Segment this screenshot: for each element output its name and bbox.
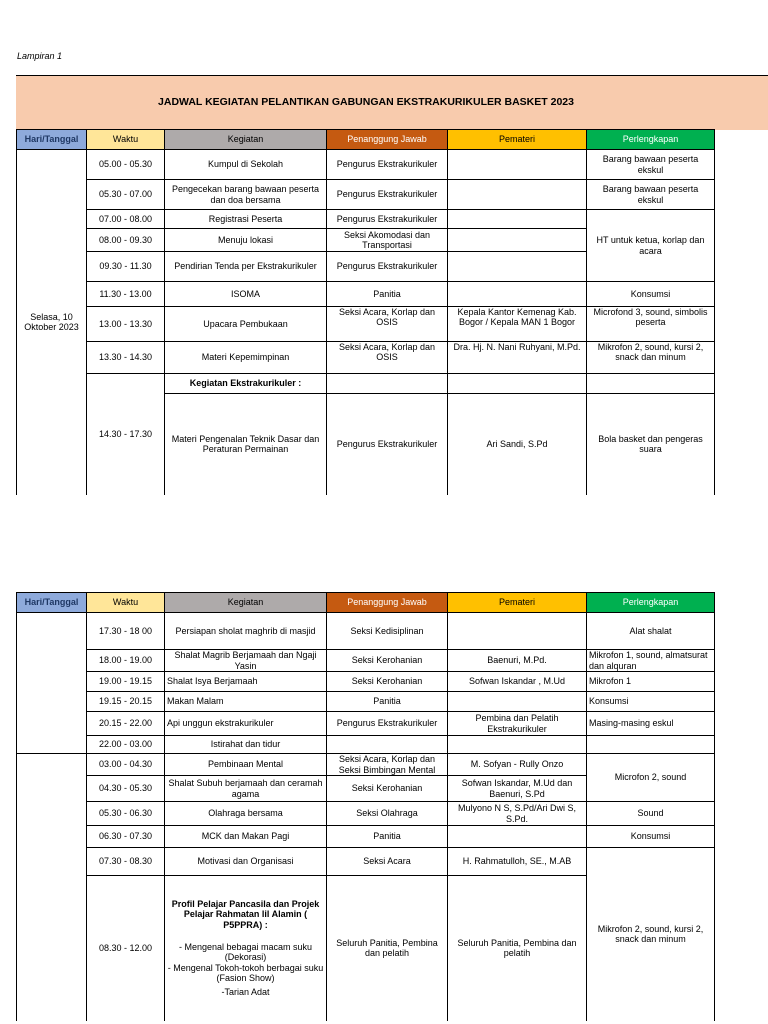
- activity-cell: Istirahat dan tidur: [165, 736, 327, 754]
- time-cell: 08.30 - 12.00: [87, 876, 165, 1021]
- equipment-cell: Mikrofon 1, sound, almatsurat dan alquran: [587, 650, 715, 672]
- speaker-cell: Sofwan Iskandar , M.Ud: [448, 672, 587, 692]
- activity-cell: Olahraga bersama: [165, 802, 327, 826]
- time-cell: 07.30 - 08.30: [87, 848, 165, 876]
- header-activity: Kegiatan: [165, 130, 327, 150]
- pic-cell: Seksi Akomodasi dan Transportasi: [327, 229, 448, 252]
- activity-cell: Api unggun ekstrakurikuler: [165, 712, 327, 736]
- speaker-cell: [448, 252, 587, 282]
- pic-cell: Seksi Acara, Korlap dan OSIS: [327, 342, 448, 374]
- header-speaker: Pemateri: [448, 130, 587, 150]
- speaker-cell: H. Rahmatulloh, SE., M.AB: [448, 848, 587, 876]
- equipment-cell: Barang bawaan peserta ekskul: [587, 150, 715, 180]
- speaker-cell: Sofwan Iskandar, M.Ud dan Baenuri, S.Pd: [448, 776, 587, 802]
- activity-cell: Pendirian Tenda per Ekstrakurikuler: [165, 252, 327, 282]
- equipment-cell: Konsumsi: [587, 826, 715, 848]
- time-cell: 04.30 - 05.30: [87, 776, 165, 802]
- speaker-cell: [448, 180, 587, 210]
- equipment-cell: Mikrofon 2, sound, kursi 2, snack dan minum: [587, 342, 715, 374]
- pic-cell: [327, 374, 448, 394]
- activity-section-heading: Kegiatan Ekstrakurikuler :: [165, 374, 327, 394]
- time-cell: 20.15 - 22.00: [87, 712, 165, 736]
- activity-cell: ISOMA: [165, 282, 327, 307]
- activity-cell: Shalat Isya Berjamaah: [165, 672, 327, 692]
- time-cell: 19.00 - 19.15: [87, 672, 165, 692]
- header-pic: Penanggung Jawab: [327, 593, 448, 613]
- time-cell: 03.00 - 04.30: [87, 754, 165, 776]
- p5ppra-item: - Mengenal bebagai macam suku (Dekorasi): [178, 941, 313, 963]
- schedule-table-day1: [16, 129, 715, 495]
- activity-cell: Materi Pengenalan Teknik Dasar dan Peraturan Permainan: [165, 394, 327, 495]
- pic-cell: Seksi Olahraga: [327, 802, 448, 826]
- pic-cell: Panitia: [327, 826, 448, 848]
- time-cell: 07.00 - 08.00: [87, 210, 165, 229]
- activity-cell-p5ppra: [165, 876, 327, 1021]
- equipment-cell: [587, 736, 715, 754]
- activity-cell: Persiapan sholat maghrib di masjid: [165, 613, 327, 650]
- speaker-cell: Pembina dan Pelatih Ekstrakurikuler: [448, 712, 587, 736]
- activity-cell: Upacara Pembukaan: [165, 307, 327, 342]
- pic-cell: Panitia: [327, 692, 448, 712]
- equipment-cell: [587, 374, 715, 394]
- equipment-cell: Masing-masing eskul: [587, 712, 715, 736]
- time-cell: 09.30 - 11.30: [87, 252, 165, 282]
- time-cell: 05.30 - 06.30: [87, 802, 165, 826]
- equipment-cell: Sound: [587, 802, 715, 826]
- activity-cell: Motivasi dan Organisasi: [165, 848, 327, 876]
- time-cell: 05.00 - 05.30: [87, 150, 165, 180]
- pic-cell: Panitia: [327, 282, 448, 307]
- speaker-cell: [448, 150, 587, 180]
- schedule-table-day2: [16, 592, 715, 1021]
- attachment-label: Lampiran 1: [17, 51, 63, 61]
- pic-cell: Seksi Kerohanian: [327, 776, 448, 802]
- speaker-cell: Dra. Hj. N. Nani Ruhyani, M.Pd.: [448, 342, 587, 374]
- time-cell: 13.00 - 13.30: [87, 307, 165, 342]
- equipment-cell: Mikrofon 2, sound, kursi 2, snack dan minum: [587, 848, 715, 1021]
- speaker-cell: [448, 692, 587, 712]
- pic-cell: Seksi Acara, Korlap dan Seksi Bimbingan Mental: [327, 754, 448, 776]
- header-activity: Kegiatan: [165, 593, 327, 613]
- activity-cell: Pengecekan barang bawaan peserta dan doa bersama: [165, 180, 327, 210]
- equipment-cell: Alat shalat: [587, 613, 715, 650]
- time-cell: 05.30 - 07.00: [87, 180, 165, 210]
- speaker-cell: Kepala Kantor Kemenag Kab. Bogor / Kepala MAN 1 Bogor: [448, 307, 587, 342]
- header-day: Hari/Tanggal: [17, 593, 87, 613]
- speaker-cell: Seluruh Panitia, Pembina dan pelatih: [448, 876, 587, 1021]
- time-cell: 08.00 - 09.30: [87, 229, 165, 252]
- header-time: Waktu: [87, 593, 165, 613]
- pic-cell: Seksi Acara: [327, 848, 448, 876]
- equipment-cell-merged: Microfon 2, sound: [587, 754, 715, 802]
- activity-cell: Registrasi Peserta: [165, 210, 327, 229]
- header-equipment: Perlengkapan: [587, 130, 715, 150]
- activity-cell: Makan Malam: [165, 692, 327, 712]
- time-cell: 13.30 - 14.30: [87, 342, 165, 374]
- day-cell: Selasa, 10 Oktober 2023: [17, 150, 87, 495]
- time-cell: 19.15 - 20.15: [87, 692, 165, 712]
- header-speaker: Pemateri: [448, 593, 587, 613]
- page-title: JADWAL KEGIATAN PELANTIKAN GABUNGAN EKSTRAKURIKULER BASKET 2023: [158, 96, 574, 108]
- pic-cell: Pengurus Ekstrakurikuler: [327, 712, 448, 736]
- pic-cell: Pengurus Ekstrakurikuler: [327, 252, 448, 282]
- activity-cell: Kumpul di Sekolah: [165, 150, 327, 180]
- equipment-cell: Konsumsi: [587, 692, 715, 712]
- pic-cell: Seksi Kerohanian: [327, 650, 448, 672]
- p5ppra-item: -Tarian Adat: [221, 987, 270, 998]
- pic-cell: Seksi Acara, Korlap dan OSIS: [327, 307, 448, 342]
- p5ppra-item: - Mengenal Tokoh-tokoh berbagai suku (Fasion Show): [167, 962, 324, 983]
- speaker-cell: [448, 210, 587, 229]
- activity-cell: Menuju lokasi: [165, 229, 327, 252]
- pic-cell: [327, 736, 448, 754]
- day-cell: [17, 754, 87, 1021]
- time-cell: 22.00 - 03.00: [87, 736, 165, 754]
- header-pic: Penanggung Jawab: [327, 130, 448, 150]
- equipment-cell: Microfond 3, sound, simbolis peserta: [587, 307, 715, 342]
- time-cell: 14.30 - 17.30: [87, 374, 165, 495]
- pic-cell: Pengurus Ekstrakurikuler: [327, 210, 448, 229]
- speaker-cell: [448, 826, 587, 848]
- time-cell: 11.30 - 13.00: [87, 282, 165, 307]
- pic-cell: Pengurus Ekstrakurikuler: [327, 180, 448, 210]
- equipment-cell-merged: HT untuk ketua, korlap dan acara: [587, 210, 715, 282]
- pic-cell: Pengurus Ekstrakurikuler: [327, 150, 448, 180]
- day-cell: [17, 613, 87, 754]
- p5ppra-title: Profil Pelajar Pancasila dan Projek Pelajar Rahmatan lil Alamin ( P5PPRA) :: [171, 898, 320, 930]
- header-equipment: Perlengkapan: [587, 593, 715, 613]
- activity-cell: Shalat Subuh berjamaah dan ceramah agama: [165, 776, 327, 802]
- pic-cell: Seksi Kerohanian: [327, 672, 448, 692]
- pic-cell: Pengurus Ekstrakurikuler: [327, 394, 448, 495]
- equipment-cell: Mikrofon 1: [587, 672, 715, 692]
- time-cell: 06.30 - 07.30: [87, 826, 165, 848]
- header-day: Hari/Tanggal: [17, 130, 87, 150]
- equipment-cell: Bola basket dan pengeras suara: [587, 394, 715, 495]
- time-cell: 18.00 - 19.00: [87, 650, 165, 672]
- speaker-cell: [448, 613, 587, 650]
- speaker-cell: [448, 229, 587, 252]
- speaker-cell: Baenuri, M.Pd.: [448, 650, 587, 672]
- time-cell: 17.30 - 18 00: [87, 613, 165, 650]
- activity-cell: Shalat Magrib Berjamaah dan Ngaji Yasin: [165, 650, 327, 672]
- speaker-cell: Mulyono N S, S.Pd/Ari Dwi S, S.Pd.: [448, 802, 587, 826]
- speaker-cell: Ari Sandi, S.Pd: [448, 394, 587, 495]
- speaker-cell: [448, 282, 587, 307]
- activity-cell: Pembinaan Mental: [165, 754, 327, 776]
- speaker-cell: [448, 374, 587, 394]
- equipment-cell: Konsumsi: [587, 282, 715, 307]
- activity-cell: Materi Kepemimpinan: [165, 342, 327, 374]
- pic-cell: Seluruh Panitia, Pembina dan pelatih: [327, 876, 448, 1021]
- speaker-cell: M. Sofyan - Rully Onzo: [448, 754, 587, 776]
- equipment-cell: Barang bawaan peserta ekskul: [587, 180, 715, 210]
- header-time: Waktu: [87, 130, 165, 150]
- activity-cell: MCK dan Makan Pagi: [165, 826, 327, 848]
- pic-cell: Seksi Kedisiplinan: [327, 613, 448, 650]
- speaker-cell: [448, 736, 587, 754]
